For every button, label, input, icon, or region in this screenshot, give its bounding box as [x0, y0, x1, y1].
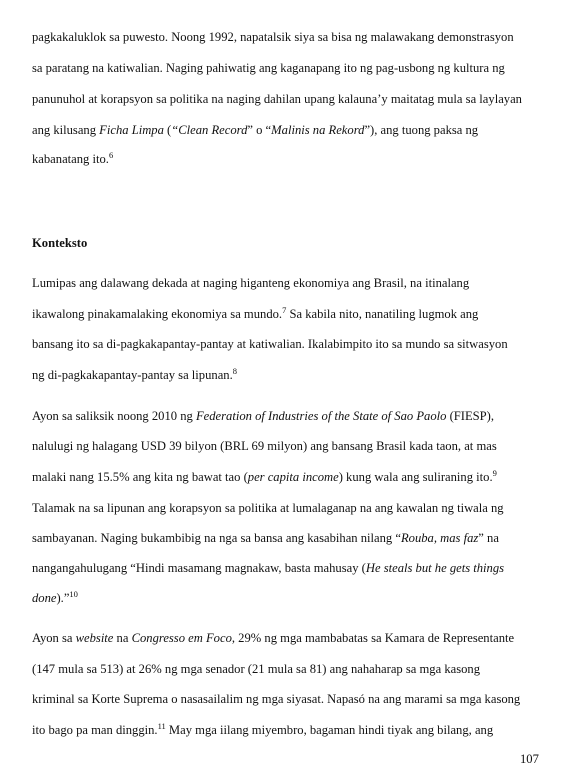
text-span: pagkakaluklok sa puwesto. Noong 1992, napatalsik siya sa bisa ng malawakang demonstrasyon [32, 30, 514, 44]
text-span: bansang ito sa di-pagkakapantay-pantay at katiwalian. Ikalabimpito ito sa mundo sa sitwasyon [32, 337, 508, 351]
text-span: ” na [478, 531, 499, 545]
footnote-marker: 11 [157, 721, 166, 731]
text-span: ).” [56, 591, 70, 605]
text-line [32, 691, 520, 707]
italic-term: Malinis na Rekord [271, 123, 365, 137]
footnote-marker: 7 [282, 305, 287, 315]
text-line [32, 29, 514, 45]
italic-term: Congresso em Foco [131, 631, 232, 645]
italic-term: Ficha Limpa [99, 123, 164, 137]
text-span: na [113, 631, 132, 645]
text-span: (FIESP), [446, 409, 495, 423]
text-line [32, 590, 78, 606]
text-span: Lumipas ang dalawang dekada at naging higanteng ekonomiya ang Brasil, na itinalang [32, 276, 470, 290]
text-span: ”), ang tuong paksa ng [364, 123, 479, 137]
text-span: ) kung wala ang suliraning ito. [338, 470, 493, 484]
text-span: Talamak na sa lipunan ang korapsyon sa politika at lumalaganap na ang kawalan ng tiwala ng [32, 501, 504, 515]
text-line [32, 367, 237, 383]
text-span: kabanatang ito. [32, 152, 109, 166]
text-span: May mga iilang miyembro, bagaman hindi tiyak ang bilang, ang [165, 723, 494, 737]
text-span: Ayon sa saliksik noong 2010 ng [32, 409, 196, 423]
text-span: ito bago pa man dinggin. [32, 723, 158, 737]
text-span: panunuhol at korapsyon sa politika na naging dahilan upang kalauna’y maitatag mula sa laylayan [32, 92, 522, 106]
text-span: kriminal sa Korte Suprema o nasasailalim ng mga siyasat. Napasó na ang marami sa mga kasong [32, 692, 521, 706]
page-number: 107 [520, 752, 539, 766]
footnote-marker: 10 [69, 589, 78, 599]
text-line [32, 500, 504, 516]
text-line [32, 306, 478, 322]
text-line [32, 469, 497, 485]
text-span: Ayon sa [32, 631, 76, 645]
text-span: ng di-pagkakapantay-pantay sa lipunan. [32, 368, 233, 382]
text-span: ang kilusang [32, 123, 100, 137]
italic-term: website [75, 631, 114, 645]
italic-term: Federation of Industries of the State of Sao Paolo [195, 409, 447, 423]
italic-term: per capita income [247, 470, 339, 484]
text-line [32, 60, 505, 76]
italic-term: He steals but he gets things [365, 561, 505, 575]
text-span: nangangahulugang “Hindi masamang magnakaw, basta mahusay ( [32, 561, 366, 575]
footnote-marker: 8 [232, 366, 237, 376]
text-span: malaki nang 15.5% ang kita ng bawat tao ( [32, 470, 248, 484]
italic-term: “Clean Record [171, 123, 248, 137]
text-line [32, 661, 480, 677]
text-line [32, 722, 493, 738]
text-span: ” o “ [247, 123, 272, 137]
text-line [32, 438, 497, 454]
text-line [32, 408, 494, 424]
text-span: Sa kabila nito, nanatiling lugmok ang [286, 307, 479, 321]
text-line [32, 91, 522, 107]
text-line [32, 630, 514, 646]
italic-term: done [32, 591, 57, 605]
text-line [32, 151, 113, 167]
text-line [32, 122, 478, 138]
footnote-marker: 9 [492, 468, 497, 478]
text-span: nalulugi ng halagang USD 39 bilyon (BRL 69 milyon) ang bansang Brasil kada taon, at mas [32, 439, 497, 453]
text-span: ikawalong pinakamalaking ekonomiya sa mundo. [32, 307, 283, 321]
text-span: (147 mula sa 513) at 26% ng mga senador (21 mula sa 81) ang nahaharap sa mga kasong [32, 662, 481, 676]
footnote-marker: 6 [108, 150, 114, 160]
text-line [32, 560, 504, 576]
text-line [32, 336, 508, 352]
section-heading: Konteksto [32, 236, 88, 250]
text-line [32, 275, 469, 291]
text-span: sambayanan. Naging bukambibig na nga sa bansa ang kasabihan nilang “ [32, 531, 401, 545]
italic-term: Rouba, mas faz [400, 531, 479, 545]
text-line [32, 530, 499, 546]
text-span: sa paratang na katiwalian. Naging pahiwatig ang kaganapang ito ng pag-usbong ng kultura ng [32, 61, 505, 75]
text-span: ( [163, 123, 172, 137]
text-span: , 29% ng mga mambabatas sa Kamara de Representante [231, 631, 515, 645]
